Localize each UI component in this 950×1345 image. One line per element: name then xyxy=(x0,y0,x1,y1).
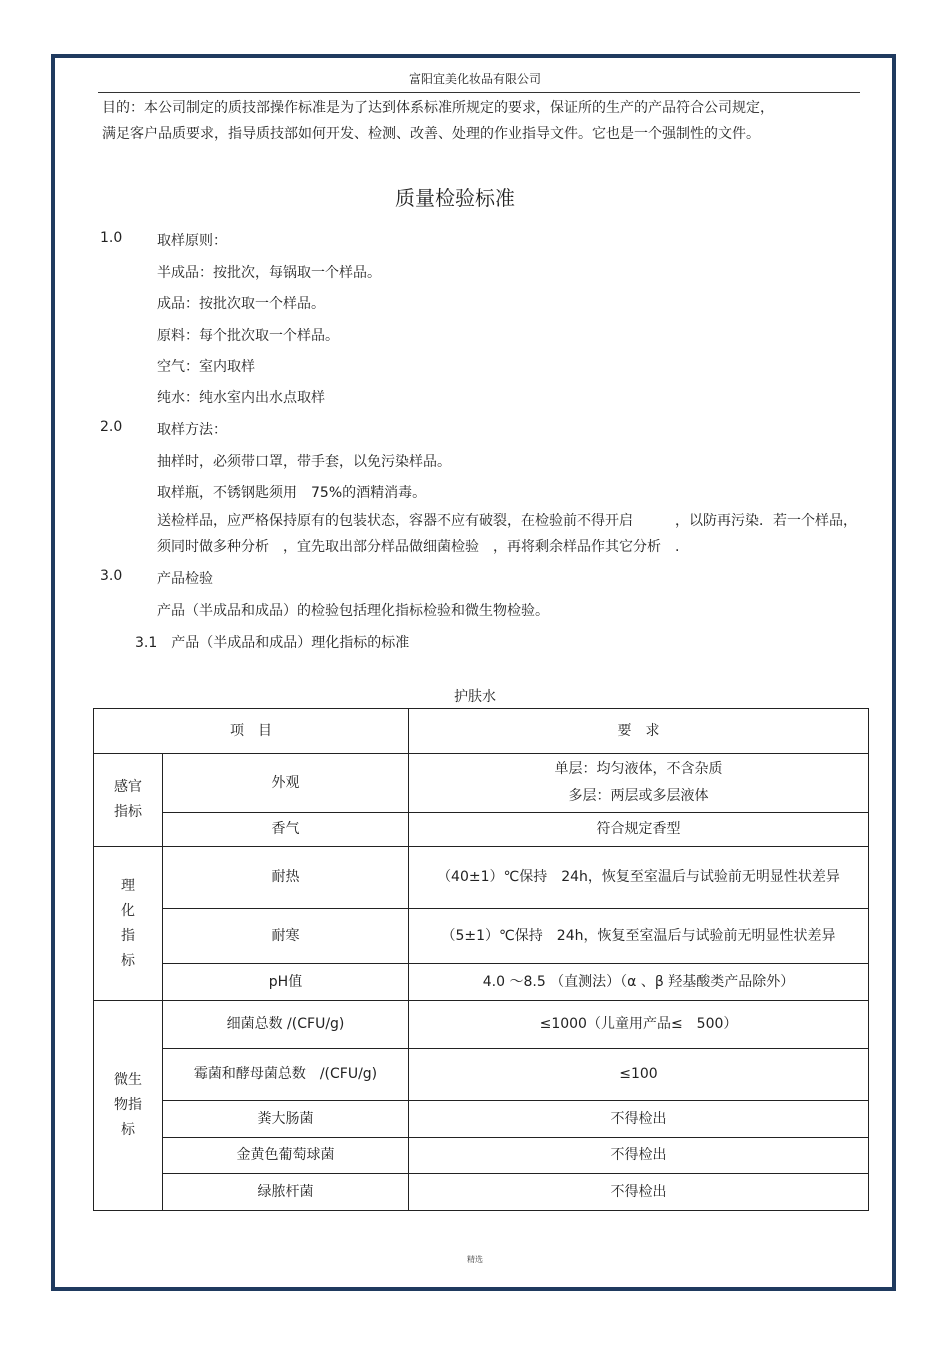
section-3-1-heading: 3.1 产品（半成品和成品）理化指标的标准 xyxy=(135,635,410,651)
table-row xyxy=(94,847,869,909)
requirement-cell: （40±1）℃保持 24h，恢复至室温后与试验前无明显性状差异 xyxy=(409,847,869,909)
purpose-paragraph: 目的：本公司制定的质技部操作标准是为了达到体系标准所规定的要求，保证所的生产的产品符合公司规定，满足客户品质要求，指导质技部如何开发、检测、改善、处理的作业指导文件。它也是一个强制性的文件。 xyxy=(102,100,774,142)
section-1-item: 原料：每个批次取一个样品。 xyxy=(157,328,339,344)
table-row xyxy=(94,1101,869,1138)
item-cell: 绿脓杆菌 xyxy=(163,1174,409,1211)
section-3-intro: 产品（半成品和成品）的检验包括理化指标检验和微生物检验。 xyxy=(157,603,549,619)
section-2-paragraph: 送检样品，应严格保持原有的包装状态，容器不应有破裂，在检验前不得开启 ，以防再污染．若一个样品，须同时做多种分析 ，宜先取出部分样品做细菌检验 ，再将剩余样品作其它分析 . xyxy=(157,513,857,555)
standards-table xyxy=(93,708,869,1211)
table-row xyxy=(94,1049,869,1101)
requirement-cell: （5±1）℃保持 24h，恢复至室温后与试验前无明显性状差异 xyxy=(409,909,869,964)
table-row xyxy=(94,964,869,1001)
table-header-row xyxy=(94,709,869,754)
item-cell: 金黄色葡萄球菌 xyxy=(163,1138,409,1174)
section-3-title: 产品检验 xyxy=(157,571,213,587)
item-cell: 外观 xyxy=(163,754,409,813)
item-cell: 耐寒 xyxy=(163,909,409,964)
table-row xyxy=(94,1174,869,1211)
section-1-item: 空气：室内取样 xyxy=(157,359,255,375)
item-cell: 霉菌和酵母菌总数 /(CFU/g) xyxy=(163,1049,409,1101)
section-1-item: 成品：按批次取一个样品。 xyxy=(157,296,325,312)
requirement-cell: 不得检出 xyxy=(409,1174,869,1211)
requirement-cell: 不得检出 xyxy=(409,1138,869,1174)
group-sensory: 感官指标 xyxy=(94,754,163,847)
header-rule xyxy=(98,92,860,93)
section-2-item: 抽样时，必须带口罩，带手套，以免污染样品。 xyxy=(157,454,451,470)
group-physchem: 理化指标 xyxy=(94,847,163,1001)
document-title: 质量检验标准 xyxy=(395,186,515,210)
requirement-cell: 4.0 ～8.5 （直测法）（α 、β 羟基酸类产品除外） xyxy=(409,964,869,1001)
section-2-item: 取样瓶，不锈钢匙须用 75%的酒精消毒。 xyxy=(157,485,427,501)
group-micro: 微生物指标 xyxy=(94,1001,163,1211)
requirement-cell: 单层：均匀液体，不含杂质 多层：两层或多层液体 xyxy=(409,754,869,813)
item-cell: 粪大肠菌 xyxy=(163,1101,409,1138)
table-row xyxy=(94,1001,869,1049)
table-caption: 护肤水 xyxy=(454,689,496,705)
table-row xyxy=(94,813,869,847)
section-3-number: 3.0 xyxy=(100,568,123,584)
section-1-number: 1.0 xyxy=(100,230,123,246)
item-cell: 香气 xyxy=(163,813,409,847)
footer-note: 精选 xyxy=(467,1255,483,1264)
section-1-item: 纯水：纯水室内出水点取样 xyxy=(157,390,325,406)
table-row xyxy=(94,1138,869,1174)
item-cell: 细菌总数 /(CFU/g) xyxy=(163,1001,409,1049)
requirement-cell: ≤100 xyxy=(409,1049,869,1101)
header-requirement: 要 求 xyxy=(409,709,869,754)
table-row xyxy=(94,909,869,964)
requirement-cell: ≤1000（儿童用产品≤ 500） xyxy=(409,1001,869,1049)
section-1-title: 取样原则： xyxy=(157,233,227,249)
requirement-cell: 符合规定香型 xyxy=(409,813,869,847)
requirement-cell: 不得检出 xyxy=(409,1101,869,1138)
item-cell: pH值 xyxy=(163,964,409,1001)
company-header: 富阳宜美化妆品有限公司 xyxy=(408,72,541,86)
section-1-item: 半成品：按批次，每锅取一个样品。 xyxy=(157,265,381,281)
section-2-number: 2.0 xyxy=(100,419,123,435)
table-row xyxy=(94,754,869,813)
section-2-title: 取样方法： xyxy=(157,422,227,438)
item-cell: 耐热 xyxy=(163,847,409,909)
header-item: 项 目 xyxy=(94,709,409,754)
